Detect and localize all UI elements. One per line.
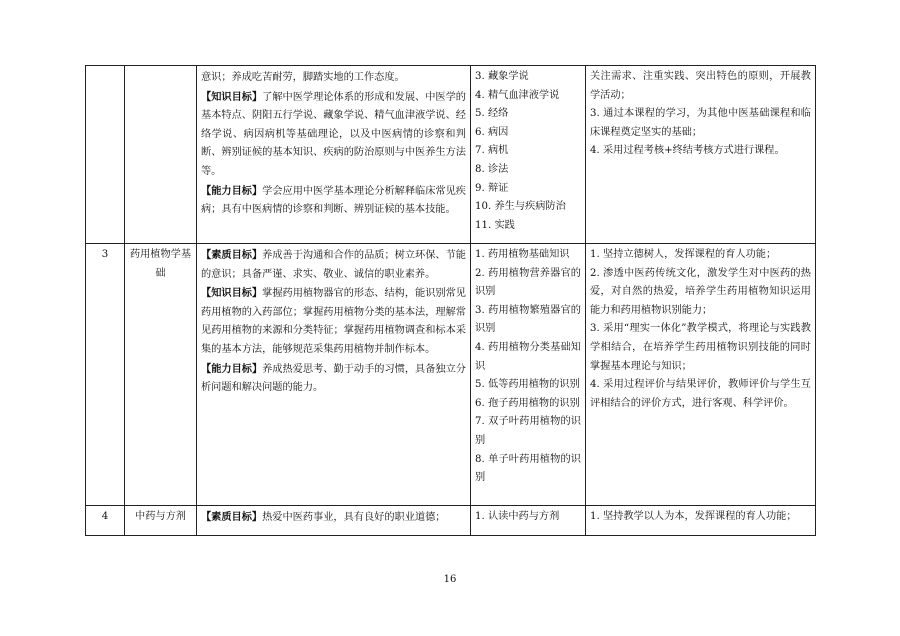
goal-tag: 【素质目标】 <box>201 511 263 523</box>
content-item: 6. 病因 <box>475 126 509 138</box>
goal-paragraph <box>201 182 466 220</box>
content-item: 7. 病机 <box>475 145 509 157</box>
requirement-item: 4. 采用过程考核+终结考核方式进行课程。 <box>590 145 785 157</box>
course-content-cell <box>471 244 586 506</box>
goal-text: 了解中医学理论体系的形成和发展、中医学的基本特点、阴阳五行学说、藏象学说、精气血津液学说、经络学说、病因病机等基础理论，以及中医病情的诊察和判断、辨别证候的基本知识、疾病的防治原则与中医养生方法等。 <box>201 91 466 177</box>
curriculum-table <box>85 65 816 536</box>
goal-paragraph <box>201 284 466 359</box>
course-index-cell: 4 <box>86 506 125 536</box>
goal-tag: 【能力目标】 <box>201 362 263 375</box>
goal-paragraph <box>201 360 466 398</box>
content-item: 5. 低等药用植物的识别 <box>475 379 580 391</box>
course-name-cell: 药用植物学基础 <box>125 244 197 506</box>
table-body <box>86 66 816 536</box>
goal-tag: 【知识目标】 <box>201 90 263 103</box>
goal-paragraph <box>201 508 466 528</box>
goal-tag: 【能力目标】 <box>201 184 263 197</box>
content-item: 4. 药用植物分类基础知识 <box>475 341 581 372</box>
content-item: 8. 单子叶药用植物的识别 <box>475 453 581 484</box>
course-index-cell: 3 <box>86 244 125 506</box>
page-number: 16 <box>443 574 457 585</box>
requirement-item: 1. 坚持立德树人，发挥课程的育人功能； <box>590 249 777 260</box>
goal-text: 学会应用中医学基本理论分析解释临床常见疾病；具有中医病情的诊察和判断、辨别证候的基本技能。 <box>201 185 466 216</box>
goal-text: 养成热爱思考、勤于动手的习惯，具备独立分析问题和解决问题的能力。 <box>201 363 466 394</box>
goal-paragraph <box>201 88 466 182</box>
course-content-cell <box>471 506 586 536</box>
requirement-item: 1. 坚持教学以人为本，发挥课程的育人功能； <box>590 511 797 522</box>
content-item: 1. 认读中药与方剂 <box>475 511 560 522</box>
goal-paragraph <box>201 246 466 284</box>
goal-paragraph <box>201 68 466 88</box>
content-item: 8. 诊法 <box>475 163 509 175</box>
requirement-item: 2. 渗透中医药传统文化，激发学生对中医药的热爱，对自然的热爱，培养学生药用植物知识运用能力和药用植物识别能力； <box>590 267 811 316</box>
course-name-cell <box>125 66 197 244</box>
content-item: 1. 药用植物基础知识 <box>475 249 570 260</box>
requirement-item: 3. 采用“理实一体化”教学模式，将理论与实践教学相结合，在培养学生药用植物识别技能的同时掌握基本理论与知识； <box>590 323 811 372</box>
goal-text: 热爱中医药事业，具有良好的职业道德； <box>262 512 446 523</box>
teaching-requirements-cell <box>586 506 816 536</box>
content-item: 4. 精气血津液学说 <box>475 89 560 101</box>
content-item: 2. 药用植物营养器官的识别 <box>475 267 581 298</box>
content-item: 9. 辩证 <box>475 182 509 194</box>
requirement-item: 3. 通过本课程的学习，为其他中医基础课程和临床课程奠定坚实的基础； <box>590 108 811 138</box>
table-row <box>86 244 816 506</box>
goal-text: 掌握药用植物器官的形态、结构，能识别常见药用植物的入药部位；掌握药用植物分类的基本法，理解常见药用植物的来源和分类特征；掌握药用植物调查和标本采集的基本方法，能够规范采集药用植物并制作标本。 <box>201 288 466 355</box>
requirement-item: 关注需求、注重实践、突出特色的原则，开展教学活动； <box>590 71 811 101</box>
goal-text: 养成善于沟通和合作的品质；树立环保、节能的意识；具备严谨、求实、敬业、诚信的职业素养。 <box>201 250 466 280</box>
content-item: 10. 养生与疾病防治 <box>475 201 566 213</box>
table-row <box>86 66 816 244</box>
content-item: 6. 孢子药用植物的识别 <box>475 397 580 409</box>
teaching-requirements-cell <box>586 244 816 506</box>
course-content-cell <box>471 66 586 244</box>
course-goals-cell <box>197 506 471 536</box>
teaching-requirements-cell <box>586 66 816 244</box>
course-name-cell: 中药与方剂 <box>125 506 197 536</box>
course-index-cell <box>86 66 125 244</box>
content-item: 3. 藏象学说 <box>475 71 529 82</box>
content-item: 3. 药用植物繁殖器官的识别 <box>475 304 581 335</box>
goal-tag: 【知识目标】 <box>201 287 263 300</box>
content-item: 5. 经络 <box>475 108 509 120</box>
course-goals-cell <box>197 244 471 506</box>
goal-tag: 【素质目标】 <box>201 249 263 261</box>
content-item: 11. 实践 <box>475 219 515 231</box>
table-row <box>86 506 816 536</box>
content-item: 7. 双子叶药用植物的识别 <box>475 416 581 446</box>
goal-text: 意识；养成吃苦耐劳，脚踏实地的工作态度。 <box>201 72 405 83</box>
requirement-item: 4. 采用过程评价与结果评价，教师评价与学生互评相结合的评价方式，进行客观、科学评价。 <box>590 379 811 409</box>
course-goals-cell <box>197 66 471 244</box>
